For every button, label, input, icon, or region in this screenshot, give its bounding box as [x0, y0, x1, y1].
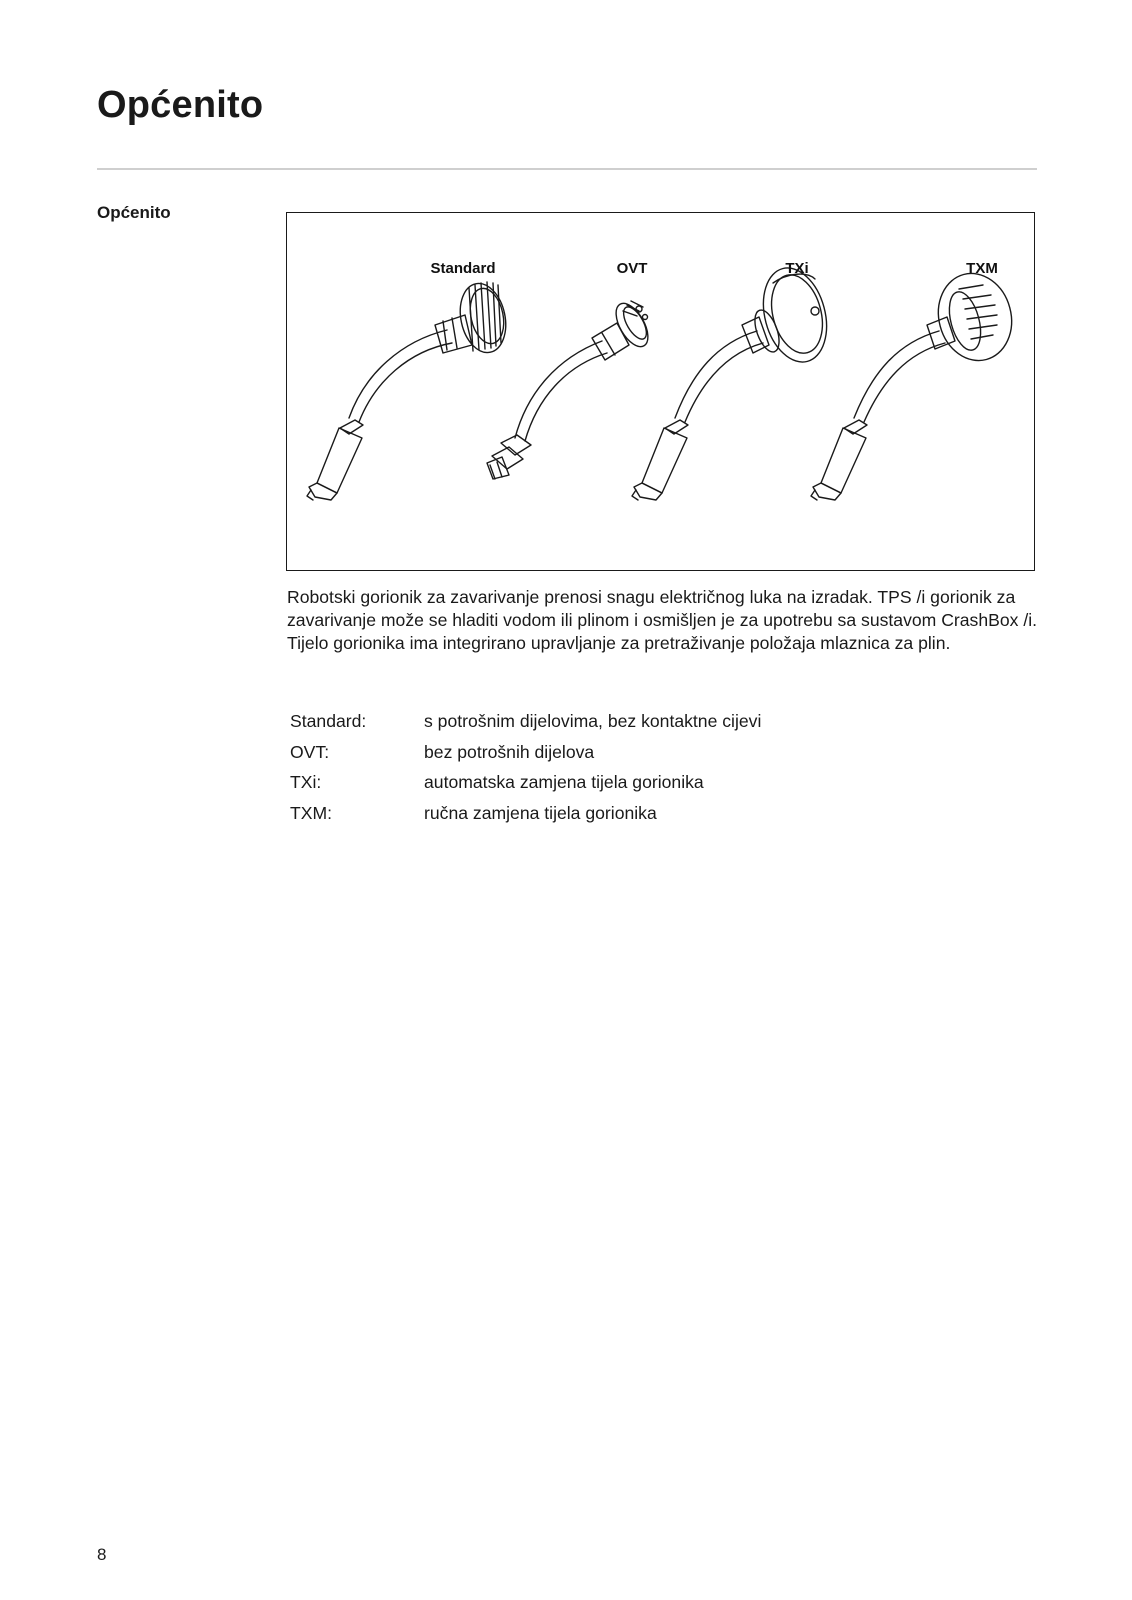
- section-heading: Općenito: [97, 203, 171, 222]
- txi-torch-drawing: [632, 261, 836, 500]
- definition-description: ručna zamjena tijela gorionika: [424, 802, 657, 823]
- definition-term: Standard:: [290, 711, 367, 731]
- intro-paragraph-1: Robotski gorionik za zavarivanje prenosi snagu električnog luka na izradak. TPS /i gorionik za zavarivanje može se hladiti vodom ili plinom i osmišljen je za upotrebu sa sustavom CrashBox /i.: [287, 587, 1038, 630]
- figure-label-standard: Standard: [430, 260, 496, 277]
- txm-torch-drawing: [811, 265, 1021, 500]
- ovt-torch-drawing: [487, 298, 654, 479]
- torch-variants-figure: [286, 212, 1035, 571]
- page-title: Općenito: [97, 84, 264, 126]
- page-number: 8: [97, 1545, 107, 1564]
- definition-term: TXM:: [290, 802, 333, 823]
- definition-row: [287, 711, 761, 742]
- definition-row: [287, 772, 761, 803]
- intro-text: [287, 586, 1039, 655]
- definition-row: [287, 803, 761, 834]
- header-divider: [97, 168, 1037, 170]
- intro-paragraph-2: Tijelo gorionika ima integrirano upravljanje za pretraživanje položaja mlaznica za plin.: [287, 633, 951, 653]
- figure-label-ovt: OVT: [616, 260, 648, 277]
- figure-label-txi: TXi: [785, 260, 809, 277]
- definition-row: [287, 742, 761, 773]
- definition-description: bez potrošnih dijelova: [424, 741, 595, 762]
- standard-torch-drawing: [307, 279, 512, 500]
- definition-term: TXi:: [290, 772, 322, 792]
- torch-type-definitions: [287, 711, 761, 833]
- torch-variants-illustration: [287, 213, 1036, 572]
- definition-term: OVT:: [290, 741, 330, 762]
- definition-description: automatska zamjena tijela gorionika: [424, 772, 704, 792]
- definition-description: s potrošnim dijelovima, bez kontaktne cijevi: [424, 711, 762, 731]
- figure-label-txm: TXM: [966, 260, 998, 277]
